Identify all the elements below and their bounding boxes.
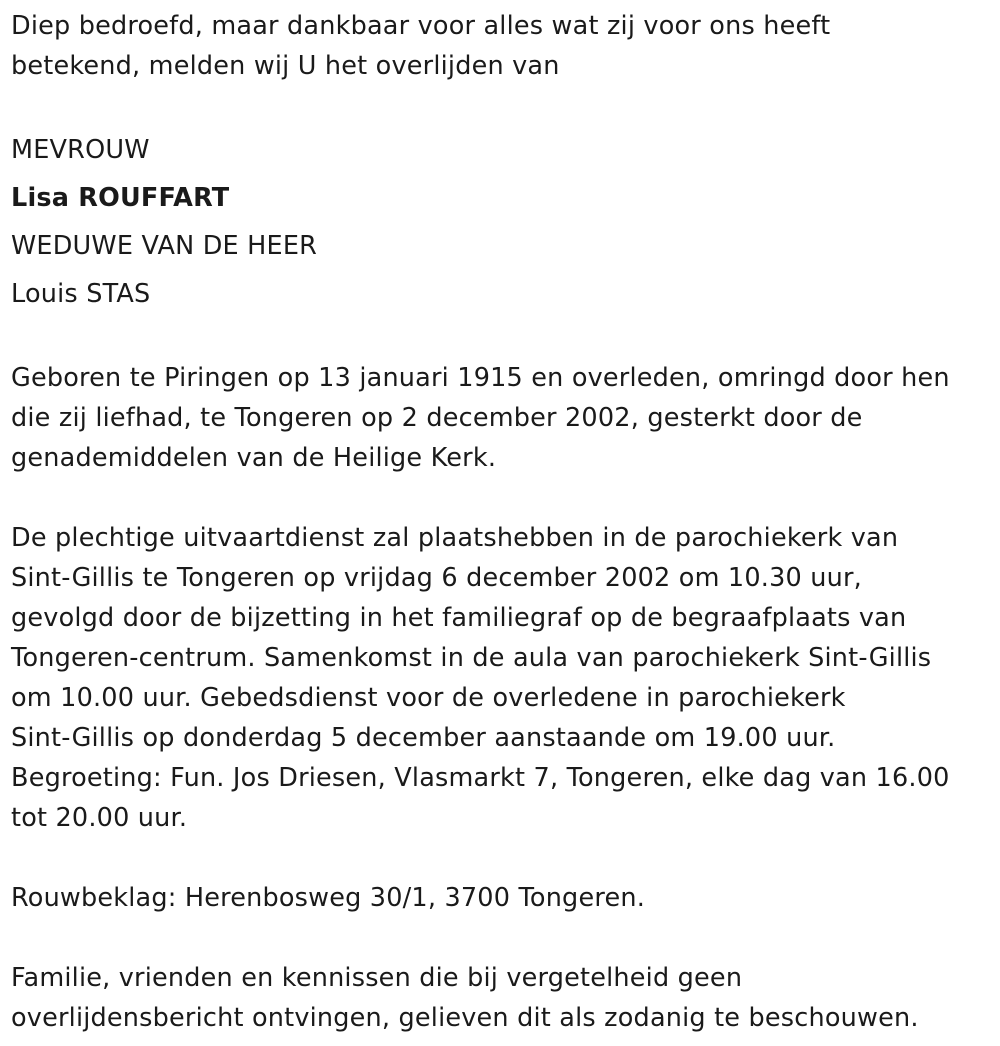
spacer	[11, 918, 986, 958]
honorific: MEVROUW	[11, 135, 150, 165]
spacer	[11, 838, 986, 878]
intro-paragraph: Diep bedroefd, maar dankbaar voor alles wat zij voor ons heeft betekend, melden wij U het overlijden van	[11, 11, 831, 81]
birth-death-paragraph: Geboren te Piringen op 13 januari 1915 en overleden, omringd door hen die zij liefhad, te Tongeren op 2 december 2002, gesterkt door de genademiddelen van de Heilige Kerk.	[11, 363, 950, 473]
closing-paragraph: Familie, vrienden en kennissen die bij vergetelheid geen overlijdensbericht ontvingen, gelieven dit als zodanig te beschouwen.	[11, 963, 919, 1033]
spacer	[11, 478, 986, 518]
obituary-notice	[11, 6, 986, 1038]
condolence-address: Rouwbeklag: Herenbosweg 30/1, 3700 Tongeren.	[11, 883, 646, 913]
widow-of-line: WEDUWE VAN DE HEER	[11, 231, 318, 261]
deceased-name: Lisa ROUFFART	[11, 183, 230, 213]
spacer	[11, 86, 986, 126]
spacer	[11, 318, 986, 358]
funeral-paragraph: De plechtige uitvaartdienst zal plaatshebben in de parochiekerk van Sint-Gillis te Tongeren op vrijdag 6 december 2002 om 10.30 uur, gevolgd door de bijzetting in het familiegraf op de begraafplaats van Tongeren-centrum. Samenkomst in de aula van parochiekerk Sint-Gillis om 10.00 uur. Gebedsdienst voor de overledene in parochiekerk Sint-Gillis op donderdag 5 december aanstaande om 19.00 uur. Begroeting: Fun. Jos Driesen, Vlasmarkt 7, Tongeren, elke dag van 16.00 tot 20.00 uur.	[11, 523, 950, 833]
spouse-name: Louis STAS	[11, 279, 151, 309]
